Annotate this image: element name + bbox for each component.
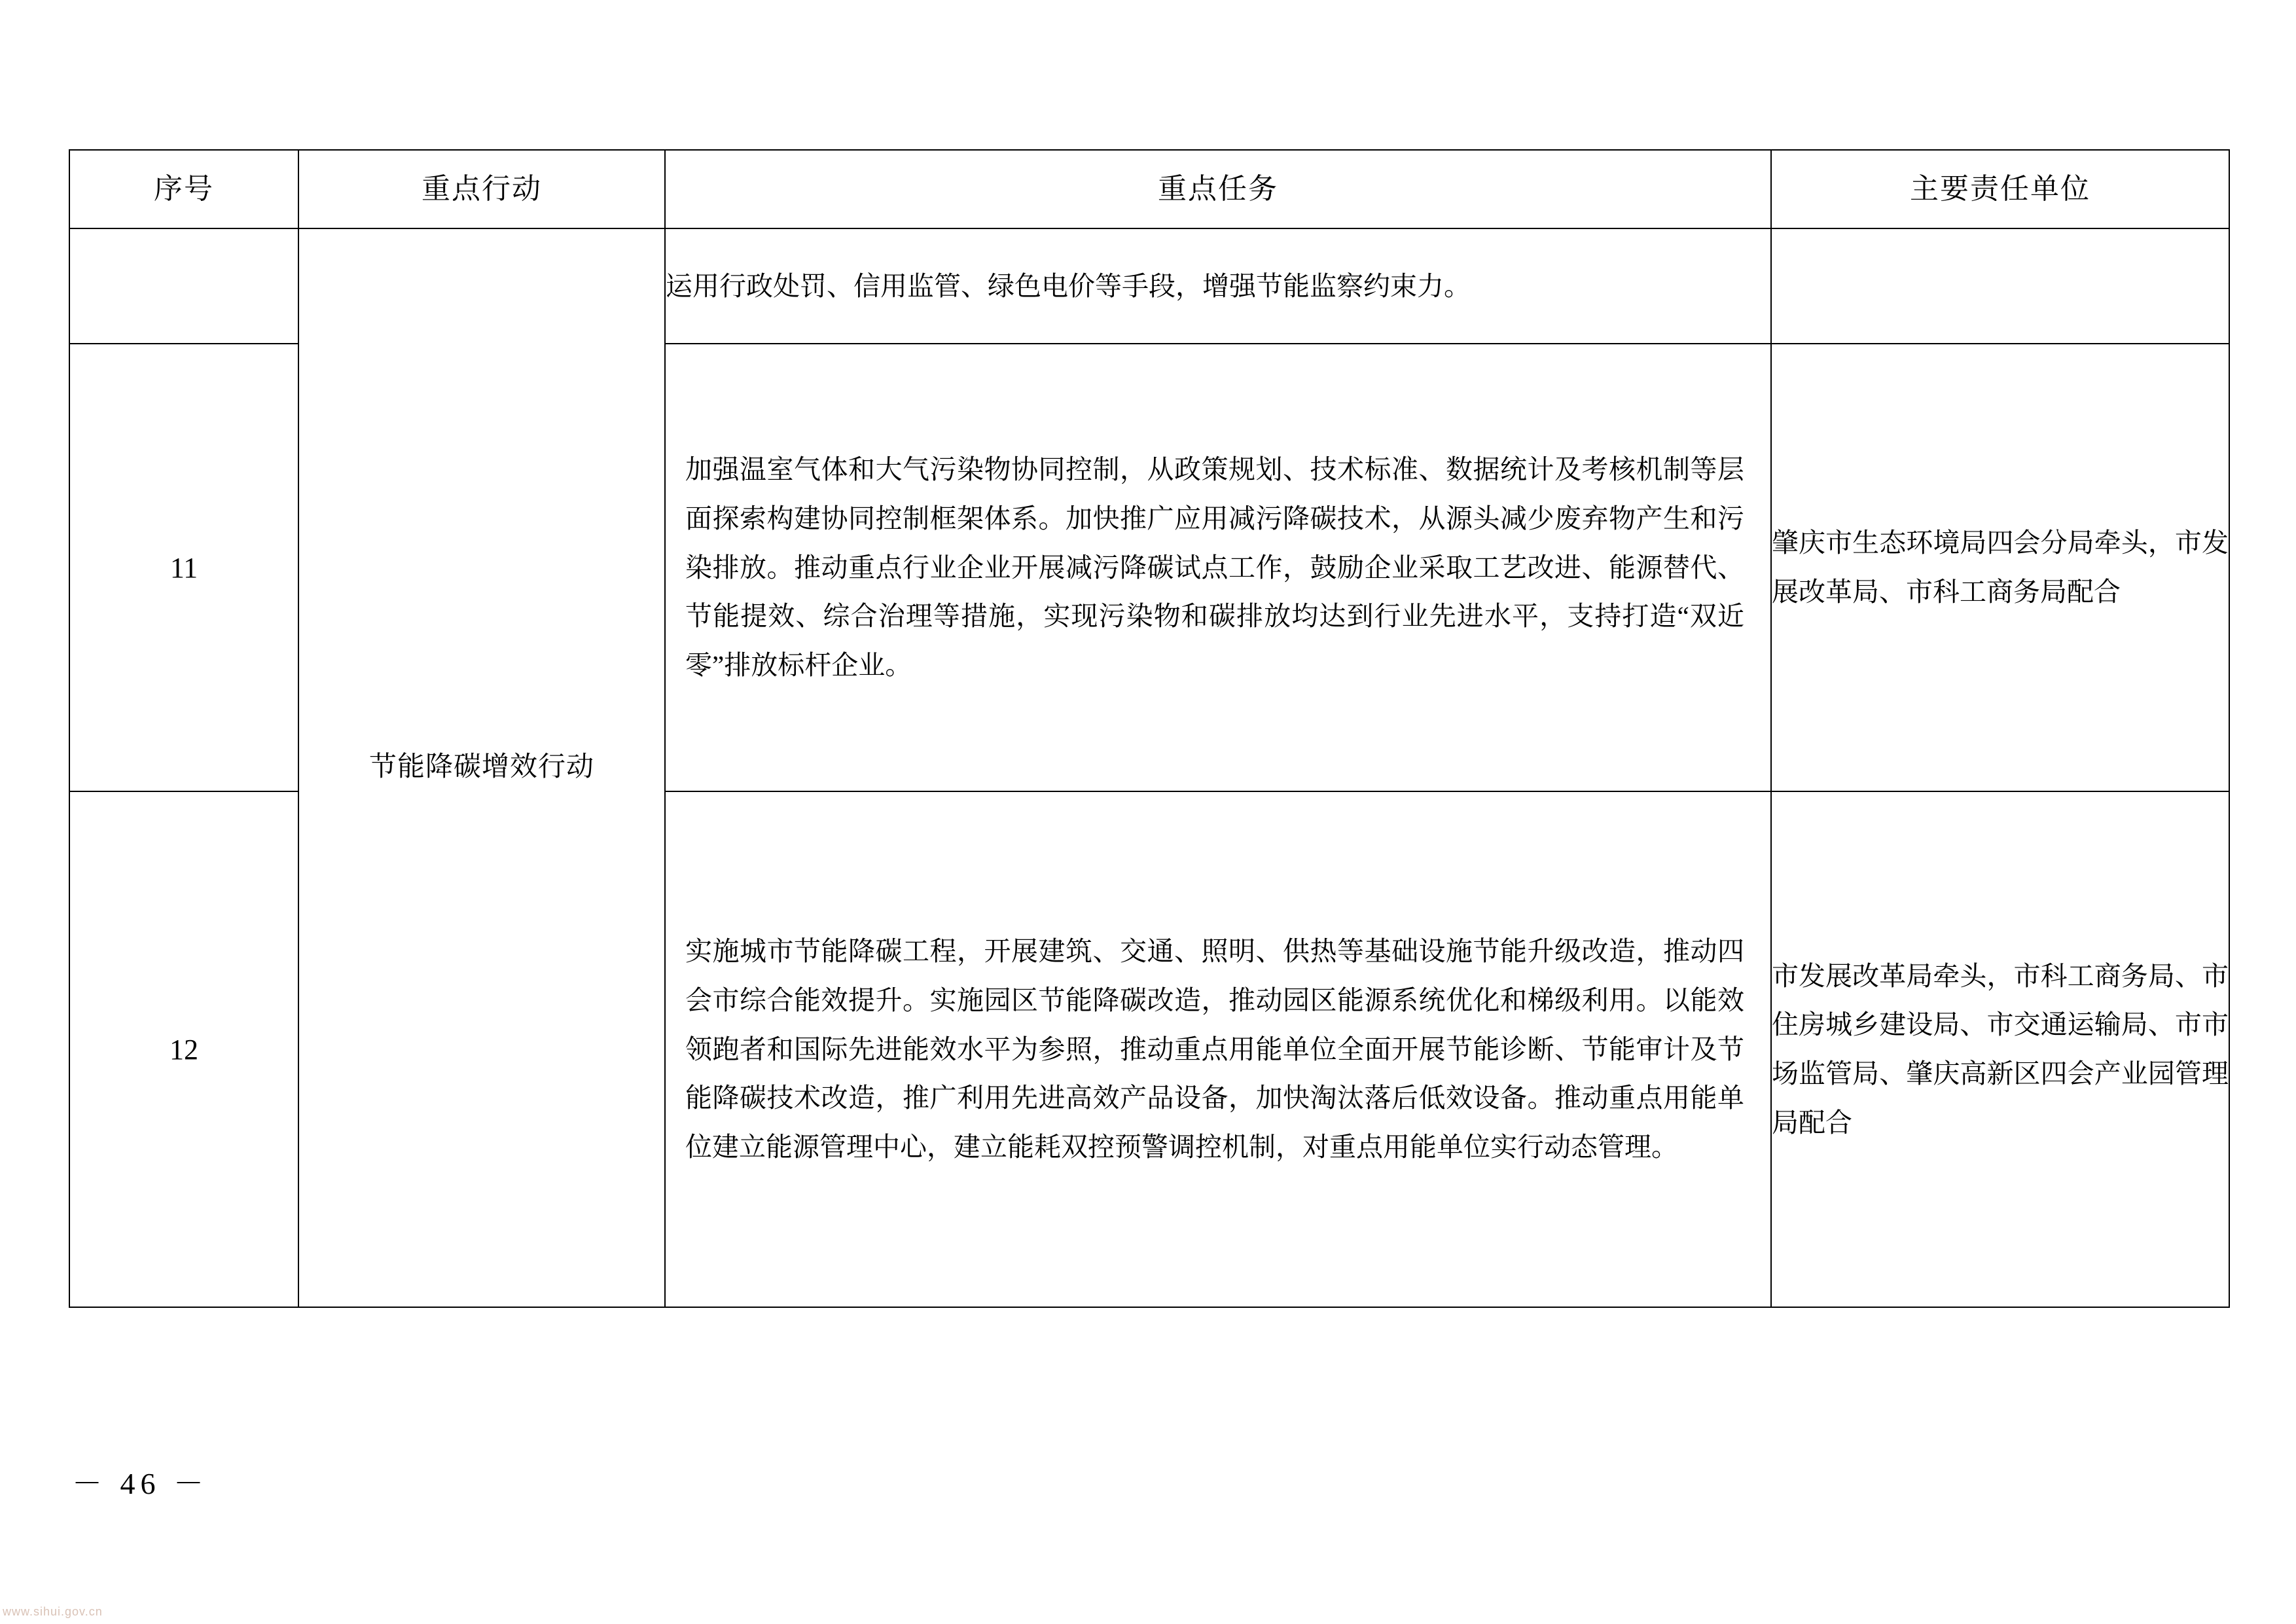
- cell-task: 实施城市节能降碳工程，开展建筑、交通、照明、供热等基础设施节能升级改造，推动四会市综合能效提升。实施园区节能降碳改造，推动园区能源系统优化和梯级利用。以能效领跑者和国际先进能效水平为参照，推动重点用能单位全面开展节能诊断、节能审计及节能降碳技术改造，推广利用先进高效产品设备，加快淘汰落后低效设备。推动重点用能单位建立能源管理中心，建立能耗双控预警调控机制，对重点用能单位实行动态管理。: [665, 791, 1771, 1307]
- cell-task: 运用行政处罚、信用监管、绿色电价等手段，增强节能监察约束力。: [665, 228, 1771, 344]
- cell-action-merged: 节能降碳增效行动: [298, 228, 665, 1307]
- column-header-action: 重点行动: [298, 150, 665, 228]
- cell-seq: [69, 228, 298, 344]
- cell-unit: 市发展改革局牵头，市科工商务局、市住房城乡建设局、市交通运输局、市市场监管局、肇庆高新区四会产业园管理局配合: [1771, 791, 2229, 1307]
- column-header-seq: 序号: [69, 150, 298, 228]
- cell-task: 加强温室气体和大气污染物协同控制，从政策规划、技术标准、数据统计及考核机制等层面探索构建协同控制框架体系。加快推广应用减污降碳技术，从源头减少废弃物产生和污染排放。推动重点行业企业开展减污降碳试点工作，鼓励企业采取工艺改进、能源替代、节能提效、综合治理等措施，实现污染物和碳排放均达到行业先进水平，支持打造“双近零”排放标杆企业。: [665, 344, 1771, 791]
- column-header-unit: 主要责任单位: [1771, 150, 2229, 228]
- cell-unit: 肇庆市生态环境局四会分局牵头，市发展改革局、市科工商务局配合: [1771, 344, 2229, 791]
- column-header-task: 重点任务: [665, 150, 1771, 228]
- cell-seq: 11: [69, 344, 298, 791]
- watermark-text: www.sihui.gov.cn: [3, 1605, 103, 1618]
- table-header-row: [69, 150, 2229, 228]
- key-actions-table: [69, 149, 2230, 1308]
- cell-unit: [1771, 228, 2229, 344]
- table-row: [69, 228, 2229, 344]
- cell-seq: 12: [69, 791, 298, 1307]
- page-number: － 46 －: [72, 1467, 209, 1500]
